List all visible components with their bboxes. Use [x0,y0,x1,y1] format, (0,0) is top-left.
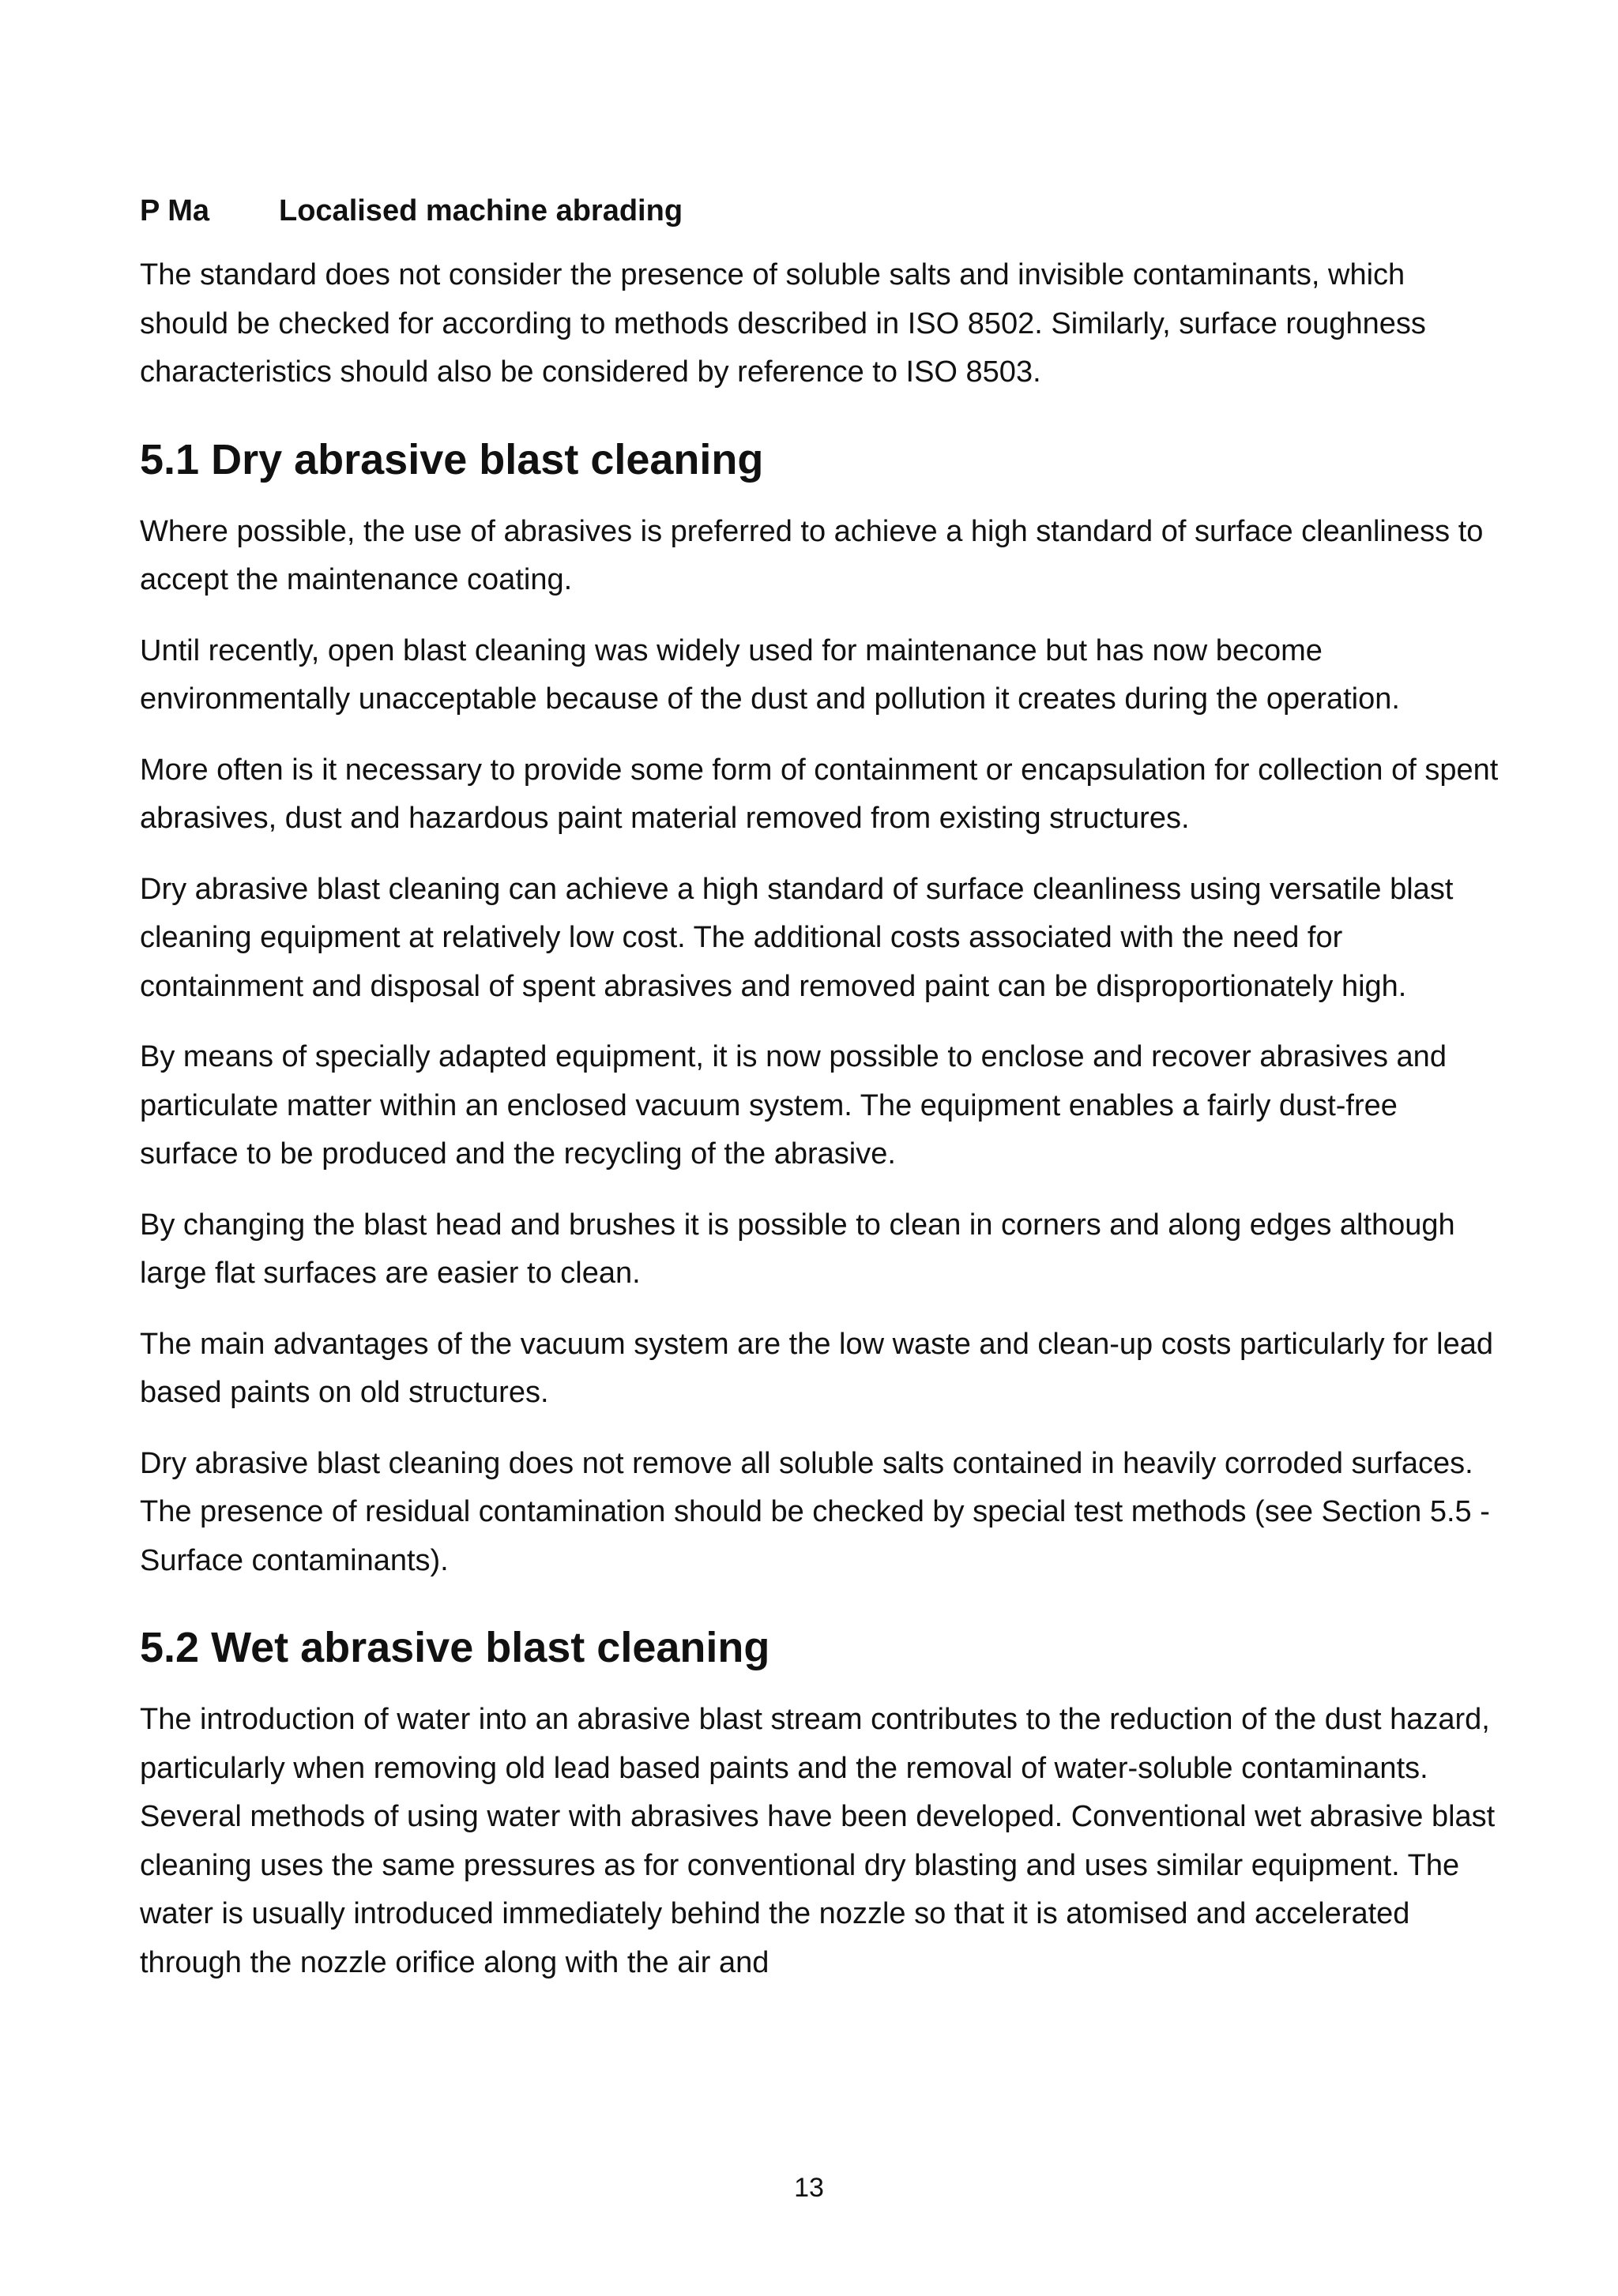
paragraph-5-1-4: Dry abrasive blast cleaning can achieve a high standard of surface cleanliness using versatile blast cleaning equipment at relatively low cost. The additional costs associated with the need for containment and disposal of spent abrasives and removed paint can be disproportionately high. [140,872,1454,1003]
paragraph-5-1-1: Where possible, the use of abrasives is preferred to achieve a high standard of surface cleanliness to accept the maintenance coating. [140,514,1484,596]
paragraph-5-2-1: The introduction of water into an abrasive blast stream contributes to the reduction of the dust hazard, particularly when removing old lead based paints and the removal of water-soluble contaminants. Several methods of using water with abrasives have been developed. Conventional wet abrasive blast cleaning uses the same pressures as for conventional dry blasting and uses similar equipment. The water is usually introduced immediately behind the nozzle so that it is atomised and accelerated through the nozzle orifice along with the air and [140,1703,1496,1979]
term-code: P Ma [140,194,210,227]
section-heading-5-2: 5.2 Wet abrasive blast cleaning [140,1624,770,1671]
term-label: Localised machine abrading [279,194,683,227]
paragraph-5-1-8: Dry abrasive blast cleaning does not remove all soluble salts contained in heavily corroded surfaces. The presence of residual contamination should be checked by special test methods (see Section 5.5 - Surface contaminants). [140,1446,1490,1577]
section-heading-5-1: 5.1 Dry abrasive blast cleaning [140,435,764,483]
paragraph-5-1-6: By changing the blast head and brushes it is possible to clean in corners and along edges although large flat surfaces are easier to clean. [140,1208,1455,1290]
intro-paragraph: The standard does not consider the presence of soluble salts and invisible contaminants, which should be checked for according to methods described in ISO 8502. Similarly, surface roughness characteristics should also be considered by reference to ISO 8503. [140,258,1426,389]
paragraph-5-1-7: The main advantages of the vacuum system are the low waste and clean-up costs particularly for lead based paints on old structures. [140,1327,1493,1409]
paragraph-5-1-3: More often is it necessary to provide some form of containment or encapsulation for collection of spent abrasives, dust and hazardous paint material removed from existing structures. [140,753,1499,835]
paragraph-5-1-2: Until recently, open blast cleaning was widely used for maintenance but has now become environmentally unacceptable because of the dust and pollution it creates during the operation. [140,633,1400,716]
term-definition-row [140,190,1499,232]
page-number: 13 [794,2173,824,2203]
page-content [140,190,1499,2009]
paragraph-5-1-5: By means of specially adapted equipment, it is now possible to enclose and recover abrasives and particulate matter within an enclosed vacuum system. The equipment enables a fairly dust-free surface to be produced and the recycling of the abrasive. [140,1040,1447,1171]
